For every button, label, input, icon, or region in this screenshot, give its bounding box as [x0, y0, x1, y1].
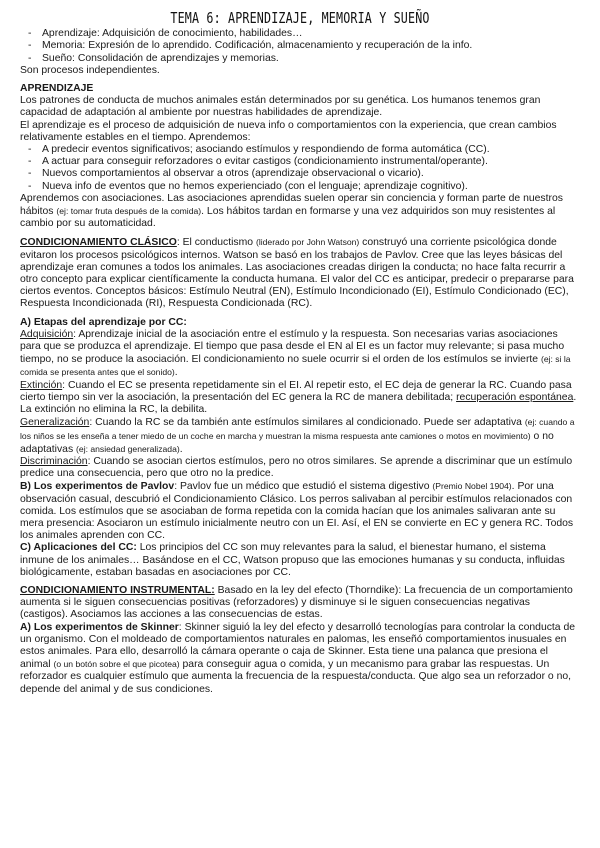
- cc-b-heading: B) Los experimentos de Pavlov: [20, 481, 175, 493]
- intro-list: [20, 28, 580, 65]
- paragraph: Aprendemos con asociaciones. Las asociaciones aprendidas suelen operar sin conciencia y forman parte de nuestros hábitos (ej: tomar fruta después de la comida). Los hábitos tardan en formarse y una vez adquiridos son muy resistentes al cambio por su automaticidad.: [20, 192, 563, 230]
- aprendizaje-list: [20, 144, 580, 193]
- paragraph: Extinción: Cuando el EC se presenta repetidamente sin el EI. Al repetir esto, el EC deja de generar la RC. Cuando pasa cierto tiempo sin ver la asociación, la presentación del EC genera la RC de manera debilitada; recuperación espontánea. La extinción no elimina la RC, la debilita.: [20, 379, 577, 416]
- cc-heading: CONDICIONAMIENTO CLÁSICO: [20, 237, 177, 249]
- cc-a-heading: A) Etapas del aprendizaje por CC:: [20, 316, 187, 328]
- list-item: - A actuar para conseguir reforzadores o evitar castigos (condicionamiento instrumental/operante).: [20, 156, 580, 168]
- term-extincion: Extinción: [20, 379, 63, 391]
- list-item: - Memoria: Expresión de lo aprendido. Codificación, almacenamiento y recuperación de la info.: [20, 40, 580, 52]
- cc-c-heading: C) Aplicaciones del CC:: [20, 542, 137, 554]
- ci-a-heading: A) Los experimentos de Skinner: [20, 621, 179, 633]
- paragraph: Discriminación: Cuando se asocian ciertos estímulos, pero no otros similares. Se aprende a discriminar que un estímulo predice una consecuencia, pero que otro no la predice.: [20, 455, 573, 480]
- ci-heading: CONDICIONAMIENTO INSTRUMENTAL:: [20, 584, 215, 596]
- list-item: - Sueño: Consolidación de aprendizajes y memorias.: [20, 53, 580, 65]
- term-adquisicion: Adquisición: [20, 328, 74, 340]
- paragraph: El aprendizaje es el proceso de adquisición de nueva info o comportamientos con la experiencia, que crean cambios relativamente estables en el tiempo. Aprendemos:: [20, 119, 557, 143]
- paragraph: B) Los experimentos de Pavlov: Pavlov fue un médico que estudió el sistema digestivo (Premio Nobel 1904). Por una observación casual, descubrió el Condicionamiento Clásico. Los perros salivaban al percibir estímulos relacionados con comida. Los estímulos que se asociaban de forma repetida con la comida hacían que los animales salivaran ante su mera presencia: Asociaron un estímulo inicialmente neutro con un EI. Así, el EN se convierte en EC y genera RC. Todos los animales aprenden con CC.: [20, 481, 574, 542]
- list-item: - Nueva info de eventos que no hemos experienciado (con el lenguaje; aprendizaje cognitivo).: [20, 181, 580, 193]
- page-title: TEMA 6: APRENDIZAJE, MEMORIA Y SUEÑO: [170, 9, 430, 27]
- cc-intro: CONDICIONAMIENTO CLÁSICO: El conductismo (liderado por John Watson) construyó una corriente psicológica donde evitaron los procesos psicológicos internos. Watson se basó en los trabajos de Pavlov. Cree que las leyes básicas del aprendizaje eran comunes a todos los animales. Las asociaciones creadas dirigen la conducta; no hace falta recurrir a otro concepto para explicar científicamente la conducta humana. El valor del CC es anticipar, predecir o prepararse para ciertos eventos. Conceptos básicos: Estímulo Neutral (EN), Estímulo Incondicionado (EI), Estímulo Condicionado (EC), Respuesta Incondicionada (RI), Respuesta Condicionada (RC).: [20, 237, 574, 310]
- paragraph: A) Los experimentos de Skinner: Skinner siguió la ley del efecto y desarrolló tecnologías para controlar la conducta de un organismo. Con el moldeado de comportamientos naturales en palomas, les enseñó comportamientos inusuales en estos animales. Para ello, desarrolló la cámara operante o caja de Skinner. Esta tiene una palanca que presiona el animal (o un botón sobre el que picotea) para conseguir agua o comida, y un mecanismo para grabar las respuestas. Un reforzador es cualquier estímulo que aumenta la frecuencia de la respuesta/conducta. Que algo sea un reforzador o no, depende del animal y de sus condiciones.: [20, 621, 576, 695]
- list-item: - Aprendizaje: Adquisición de conocimiento, habilidades…: [20, 28, 580, 40]
- ci-intro: CONDICIONAMIENTO INSTRUMENTAL: Basado en la ley del efecto (Thorndike): La frecuencia de un comportamiento aumenta si le siguen consecuencias positivas (reforzadores) y disminuye si le siguen consecuencias negativas (castigos). Asociamos las acciones a las consecuencias de estas.: [20, 584, 573, 621]
- paragraph: C) Aplicaciones del CC: Los principios del CC son muy relevantes para la salud, el bienestar humano, el sistema inmune de los animales… Basándose en el CC, Watson propuso que las emociones humanas y su conducta, influidas biológicamente, estaban basadas en asociaciones por CC.: [20, 542, 565, 578]
- intro-note: Son procesos independientes.: [20, 64, 160, 76]
- list-item: - A predecir eventos significativos; asociando estímulos y respondiendo de forma automática (CC).: [20, 144, 580, 156]
- paragraph: Los patrones de conducta de muchos animales están determinados por su genética. Los humanos tenemos gran capacidad de adaptación al ambiente por nuestras habilidades de aprendizaje.: [20, 95, 541, 119]
- paragraph: Generalización: Cuando la RC se da también ante estímulos similares al condicionado. Puede ser adaptativa (ej: cuando a los niños se les enseña a tener miedo de un coche en marcha y muestran la misma respuesta ante camiones o motos en movimiento) o no adaptativas (ej: ansiedad generalizada).: [20, 417, 575, 455]
- term-generalizacion: Generalización: [20, 417, 90, 429]
- aprendizaje-heading: APRENDIZAJE: [20, 83, 94, 95]
- paragraph: Adquisición: Aprendizaje inicial de la asociación entre el estímulo y la respuesta. Son necesarias varias asociaciones para que se produzca el aprendizaje. El tiempo que pasa desde el EN al EI es un factor muy relevante; si pasa mucho tiempo, no se produce la asociación. El condicionamiento no suele ocurrir si el orden de los estímulos se invierte (ej: si la comida se presenta antes que el sonido).: [20, 328, 571, 379]
- term-discriminacion: Discriminación: [20, 455, 88, 467]
- list-item: - Nuevos comportamientos al observar a otros (aprendizaje observacional o vicario).: [20, 168, 580, 180]
